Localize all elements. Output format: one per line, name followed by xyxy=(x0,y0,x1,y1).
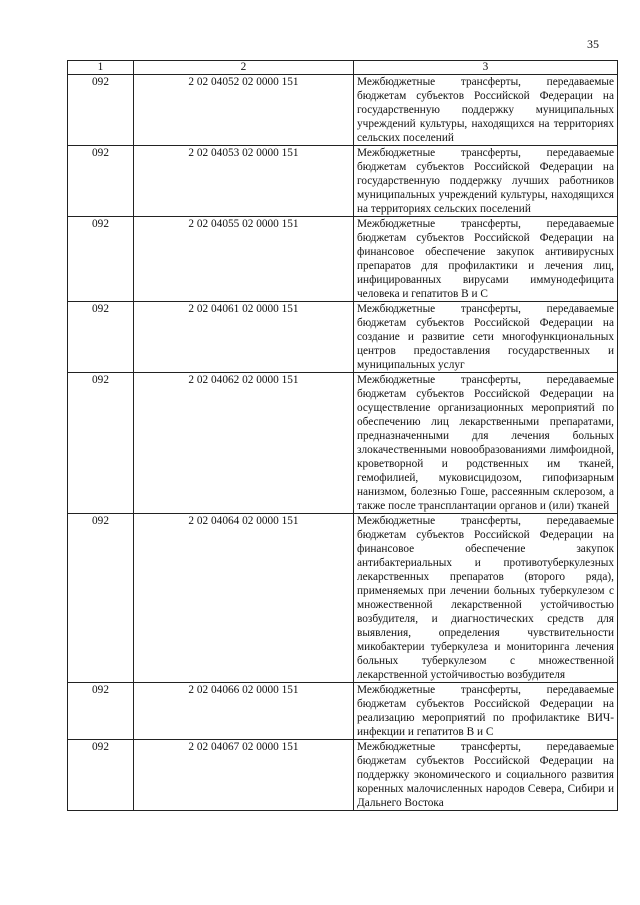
column-header-2: 2 xyxy=(134,61,354,75)
table-body xyxy=(68,75,618,811)
header-row xyxy=(68,61,618,75)
revenue-code-cell: 2 02 04052 02 0000 151 xyxy=(134,75,354,146)
description-cell: Межбюджетные трансферты, передаваемые бюджетам субъектов Российской Федерации на поддержку экономического и социального развития коренных малочисленных народов Севера, Сибири и Дальнего Востока xyxy=(354,740,618,811)
description-cell: Межбюджетные трансферты, передаваемые бюджетам субъектов Российской Федерации на финансовое обеспечение закупок антивирусных препаратов для профилактики и лечения лиц, инфицированных вирусами иммунодефицита человека и гепатитов B и C xyxy=(354,217,618,302)
revenue-code-cell: 2 02 04062 02 0000 151 xyxy=(134,373,354,514)
description-cell: Межбюджетные трансферты, передаваемые бюджетам субъектов Российской Федерации на создание и развитие сети многофункциональных центров предоставления государственных и муниципальных услуг xyxy=(354,302,618,373)
administrator-code-cell: 092 xyxy=(68,740,134,811)
budget-classification-table xyxy=(67,60,618,811)
description-cell: Межбюджетные трансферты, передаваемые бюджетам субъектов Российской Федерации на государственную поддержку муниципальных учреждений культуры, находящихся на территориях сельских поселений xyxy=(354,75,618,146)
table-row xyxy=(68,373,618,514)
revenue-code-cell: 2 02 04055 02 0000 151 xyxy=(134,217,354,302)
table-row xyxy=(68,217,618,302)
table-row xyxy=(68,740,618,811)
description-cell: Межбюджетные трансферты, передаваемые бюджетам субъектов Российской Федерации на финансовое обеспечение закупок антибактериальных и противотуберкулезных лекарственных препаратов (второго ряда), применяемых при лечении больных туберкулезом с множественной лекарственной устойчивостью возбудителя, и диагностических средств для выявления, определения чувствительности микобактерии туберкулеза и мониторинга лечения больных туберкулезом с множественной лекарственной устойчивостью возбудителя xyxy=(354,514,618,683)
table-header xyxy=(68,61,618,75)
table-row xyxy=(68,302,618,373)
column-header-1: 1 xyxy=(68,61,134,75)
description-cell: Межбюджетные трансферты, передаваемые бюджетам субъектов Российской Федерации на реализацию мероприятий по профилактике ВИЧ-инфекции и гепатитов B и C xyxy=(354,683,618,740)
table-row xyxy=(68,683,618,740)
administrator-code-cell: 092 xyxy=(68,146,134,217)
revenue-code-cell: 2 02 04067 02 0000 151 xyxy=(134,740,354,811)
administrator-code-cell: 092 xyxy=(68,514,134,683)
description-cell: Межбюджетные трансферты, передаваемые бюджетам субъектов Российской Федерации на осуществление организационных мероприятий по обеспечению лиц лекарственными препаратами, предназначенными для лечения больных злокачественными новообразованиями лимфоидной, кроветворной и родственных им тканей, гемофилией, муковисцидозом, гипофизарным нанизмом, болезнью Гоше, рассеянным склерозом, а также после трансплантации органов и (или) тканей xyxy=(354,373,618,514)
administrator-code-cell: 092 xyxy=(68,373,134,514)
table-row xyxy=(68,75,618,146)
table-row xyxy=(68,146,618,217)
revenue-code-cell: 2 02 04064 02 0000 151 xyxy=(134,514,354,683)
revenue-code-cell: 2 02 04066 02 0000 151 xyxy=(134,683,354,740)
administrator-code-cell: 092 xyxy=(68,302,134,373)
revenue-code-cell: 2 02 04061 02 0000 151 xyxy=(134,302,354,373)
table-row xyxy=(68,514,618,683)
administrator-code-cell: 092 xyxy=(68,217,134,302)
administrator-code-cell: 092 xyxy=(68,75,134,146)
column-header-3: 3 xyxy=(354,61,618,75)
page-number: 35 xyxy=(587,37,599,51)
administrator-code-cell: 092 xyxy=(68,683,134,740)
revenue-code-cell: 2 02 04053 02 0000 151 xyxy=(134,146,354,217)
description-cell: Межбюджетные трансферты, передаваемые бюджетам субъектов Российской Федерации на государственную поддержку лучших работников муниципальных учреждений культуры, находящихся на территориях сельских поселений xyxy=(354,146,618,217)
